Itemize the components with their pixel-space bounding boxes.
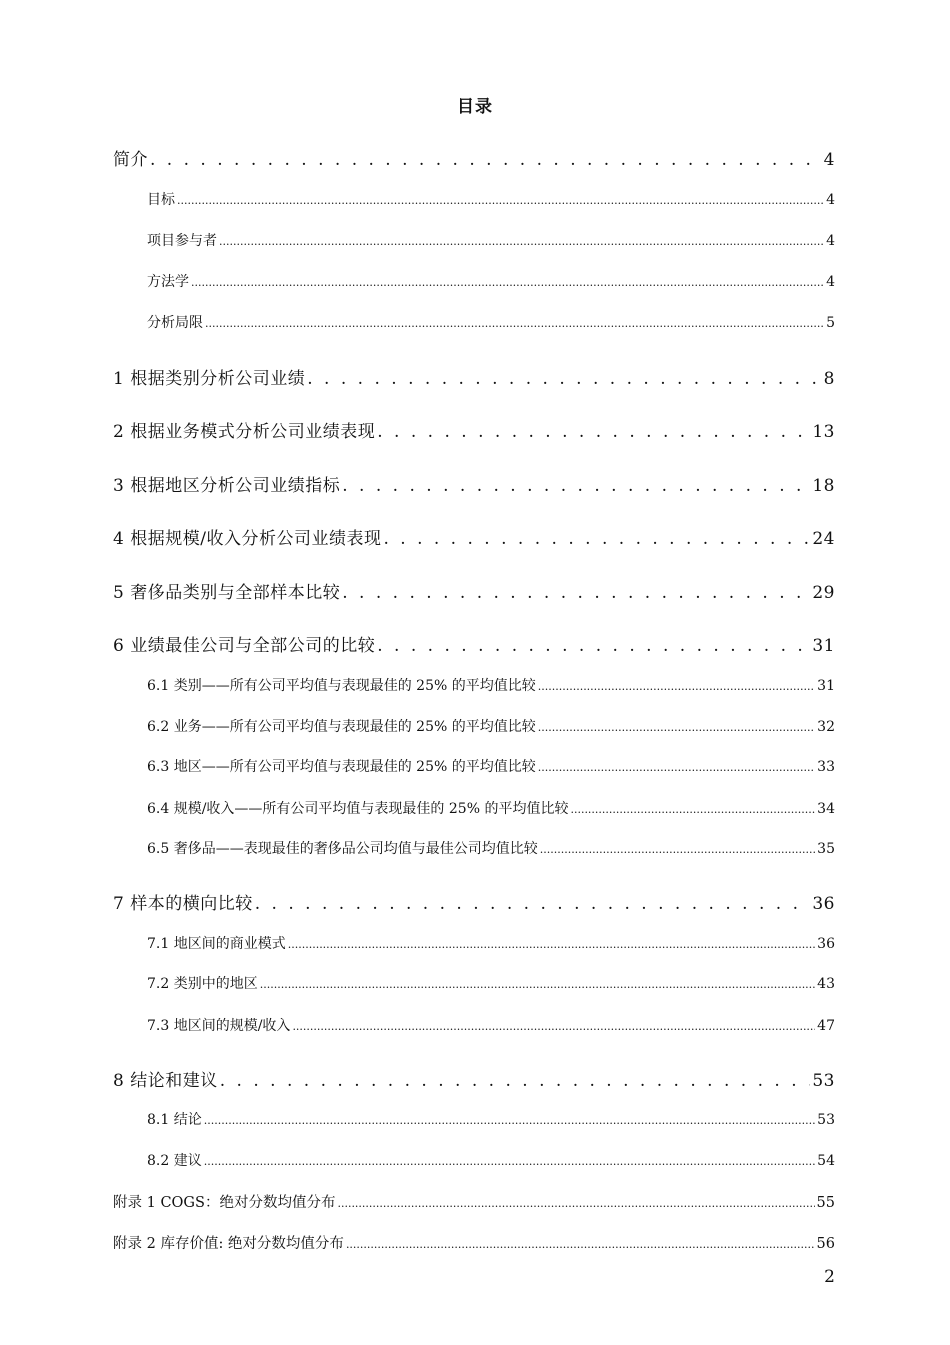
toc-entry-page: 4: [826, 274, 835, 290]
toc-entry-label: 附录 2 库存价值: 绝对分数均值分布: [113, 1236, 344, 1252]
toc-entry-page: 36: [817, 936, 835, 952]
toc-leader: [205, 315, 824, 331]
toc-entry-page: 43: [817, 976, 835, 992]
toc-entry-page: 47: [817, 1018, 835, 1034]
toc-entry[interactable]: [147, 1109, 835, 1129]
toc-entry-page: 53: [817, 1112, 835, 1128]
page-number: 2: [824, 1267, 835, 1287]
toc-entry-label: 7.3 地区间的规模/收入: [147, 1018, 291, 1034]
toc-entry[interactable]: [147, 933, 835, 953]
toc-leader: [150, 150, 822, 170]
toc-entry-page: 34: [817, 801, 835, 817]
toc-entry[interactable]: [113, 889, 835, 914]
toc-entry[interactable]: [113, 578, 835, 603]
toc-entry[interactable]: [113, 417, 835, 442]
toc-entry[interactable]: [113, 364, 835, 389]
toc-leader: [342, 583, 810, 603]
toc-entry-page: 32: [817, 719, 835, 735]
toc-entry-page: 35: [817, 841, 835, 857]
toc-entry-page: 8: [823, 369, 835, 389]
toc-entry-page: 29: [812, 583, 835, 603]
toc-entry[interactable]: [147, 230, 835, 250]
toc-leader: [177, 192, 824, 208]
toc-leader: [342, 476, 810, 496]
toc-leader: [383, 529, 810, 549]
toc-entry-page: 4: [823, 150, 835, 170]
toc-entry-label: 2 根据业务模式分析公司业绩表现: [113, 422, 376, 442]
toc-leader: [540, 841, 815, 857]
toc-entry-label: 6.4 规模/收入——所有公司平均值与表现最佳的 25% 的平均值比较: [147, 801, 569, 817]
toc-entry[interactable]: [147, 798, 835, 818]
toc-entry-label: 6.5 奢侈品——表现最佳的奢侈品公司均值与最佳公司均值比较: [147, 841, 538, 857]
toc-entry-label: 3 根据地区分析公司业绩指标: [113, 476, 341, 496]
toc-entry[interactable]: [113, 631, 835, 656]
toc-entry-page: 55: [816, 1195, 835, 1211]
toc-leader: [191, 274, 824, 290]
toc-entry-label: 1 根据类别分析公司业绩: [113, 369, 306, 389]
toc-entry-page: 4: [826, 233, 835, 249]
toc-entry[interactable]: [147, 716, 835, 736]
toc-entry-label: 6 业绩最佳公司与全部公司的比较: [113, 636, 376, 656]
toc-entry-label: 项目参与者: [147, 233, 217, 249]
toc-entry-page: 33: [817, 759, 835, 775]
toc-entry-page: 53: [812, 1071, 835, 1091]
toc-entry-page: 31: [812, 636, 835, 656]
toc-leader: [538, 719, 815, 735]
toc-leader: [292, 1018, 815, 1034]
toc-leader: [204, 1153, 815, 1169]
toc-entry-label: 8 结论和建议: [113, 1071, 218, 1091]
toc-entry[interactable]: [147, 1015, 835, 1035]
toc-entry[interactable]: [113, 145, 835, 170]
toc-entry[interactable]: [147, 675, 835, 695]
toc-entry[interactable]: [113, 1066, 835, 1091]
toc-leader: [346, 1236, 815, 1252]
toc-entry-label: 目标: [147, 192, 175, 208]
toc-entry-page: 54: [817, 1153, 835, 1169]
toc-entry-page: 24: [812, 529, 835, 549]
toc-leader: [204, 1112, 815, 1128]
toc-leader: [219, 233, 824, 249]
toc-entry[interactable]: [147, 756, 835, 776]
toc-entry-page: 13: [812, 422, 835, 442]
toc-entry[interactable]: [147, 973, 835, 993]
toc-entry[interactable]: [113, 1232, 835, 1253]
toc-leader: [570, 801, 815, 817]
toc-entry-label: 方法学: [147, 274, 189, 290]
toc-leader: [377, 422, 810, 442]
toc-leader: [260, 976, 815, 992]
toc-entry[interactable]: [147, 271, 835, 291]
toc-entry[interactable]: [147, 838, 835, 858]
toc-entry-page: 56: [816, 1236, 835, 1252]
toc-entry-label: 8.2 建议: [147, 1153, 202, 1169]
toc-leader: [538, 678, 815, 694]
toc-leader: [538, 759, 815, 775]
toc-entry-page: 31: [817, 678, 835, 694]
toc-leader: [255, 894, 811, 914]
toc-title: 目录: [457, 97, 493, 117]
toc-entry-label: 7 样本的横向比较: [113, 894, 253, 914]
toc-entry-page: 36: [812, 894, 835, 914]
toc-leader: [307, 369, 821, 389]
toc-entry-label: 附录 1 COGS：绝对分数均值分布: [113, 1195, 336, 1211]
toc-entry-label: 5 奢侈品类别与全部样本比较: [113, 583, 341, 603]
toc-entry-page: 4: [826, 192, 835, 208]
toc-entry[interactable]: [147, 312, 835, 332]
toc-entry-label: 6.1 类别——所有公司平均值与表现最佳的 25% 的平均值比较: [147, 678, 536, 694]
toc-entry-page: 18: [812, 476, 835, 496]
toc-entry-label: 4 根据规模/收入分析公司业绩表现: [113, 529, 382, 549]
toc-entry[interactable]: [113, 524, 835, 549]
toc-entry[interactable]: [147, 189, 835, 209]
toc-entry-label: 7.1 地区间的商业模式: [147, 936, 286, 952]
toc-leader: [220, 1071, 811, 1091]
toc-leader: [337, 1195, 814, 1211]
toc-entry-label: 7.2 类别中的地区: [147, 976, 258, 992]
toc-entry-label: 分析局限: [147, 315, 203, 331]
toc-entry-label: 6.2 业务——所有公司平均值与表现最佳的 25% 的平均值比较: [147, 719, 536, 735]
toc-entry-label: 简介: [113, 150, 148, 170]
toc-leader: [288, 936, 815, 952]
toc-entry[interactable]: [113, 1191, 835, 1212]
toc-entry-label: 8.1 结论: [147, 1112, 202, 1128]
toc-entry-page: 5: [826, 315, 835, 331]
toc-entry[interactable]: [147, 1150, 835, 1170]
toc-entry[interactable]: [113, 471, 835, 496]
toc-entry-label: 6.3 地区——所有公司平均值与表现最佳的 25% 的平均值比较: [147, 759, 536, 775]
toc-leader: [377, 636, 810, 656]
